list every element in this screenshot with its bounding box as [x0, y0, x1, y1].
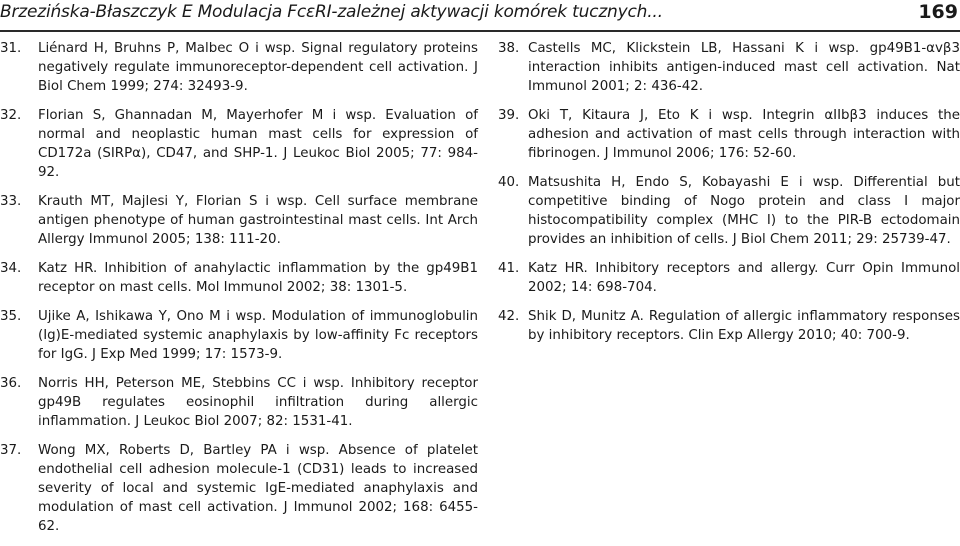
reference-number: 35.	[0, 309, 22, 324]
reference-item	[0, 259, 478, 297]
running-header	[0, 0, 960, 30]
reference-item	[498, 39, 960, 96]
reference-number: 39.	[498, 108, 520, 123]
reference-text: Oki T, Kitaura J, Eto K i wsp. Integrin αIIbβ3 induces the adhesion and activation of mast cells through interaction with fibrinogen. J Immunol 2006; 176: 52-60.	[528, 108, 960, 161]
reference-number: 34.	[0, 261, 22, 276]
references-left-column	[0, 39, 478, 546]
reference-item	[0, 192, 478, 249]
reference-text: Liénard H, Bruhns P, Malbec O i wsp. Signal regulatory proteins negatively regulate immunoreceptor-dependent cell activation. J Biol Chem 1999; 274: 32493-9.	[38, 41, 478, 94]
reference-item	[498, 106, 960, 163]
reference-item	[0, 307, 478, 364]
reference-text: Shik D, Munitz A. Regulation of allergic inflammatory responses by inhibitory receptors. Clin Exp Allergy 2010; 40: 700-9.	[528, 309, 960, 343]
reference-number: 33.	[0, 194, 22, 209]
reference-number: 31.	[0, 41, 22, 56]
reference-text: Ujike A, Ishikawa Y, Ono M i wsp. Modulation of immunoglobulin (Ig)E-mediated systemic anaphylaxis by low-affinity Fc receptors for IgG. J Exp Med 1999; 17: 1573-9.	[38, 309, 478, 362]
reference-item	[498, 259, 960, 297]
reference-number: 41.	[498, 261, 520, 276]
reference-item	[498, 173, 960, 249]
reference-item	[0, 441, 478, 536]
reference-text: Katz HR. Inhibition of anahylactic inflammation by the gp49B1 receptor on mast cells. Mol Immunol 2002; 38: 1301-5.	[38, 261, 478, 295]
reference-text: Wong MX, Roberts D, Bartley PA i wsp. Absence of platelet endothelial cell adhesion molecule-1 (CD31) leads to increased severity of local and systemic IgE-mediated anaphylaxis and modulation of mast cell activation. J Immunol 2002; 168: 6455-62.	[38, 443, 478, 534]
reference-text: Florian S, Ghannadan M, Mayerhofer M i wsp. Evaluation of normal and neoplastic human mast cells for expression of CD172a (SIRPα), CD47, and SHP-1. J Leukoc Biol 2005; 77: 984-92.	[38, 108, 478, 180]
reference-text: Krauth MT, Majlesi Y, Florian S i wsp. Cell surface membrane antigen phenotype of human gastrointestinal mast cells. Int Arch Allergy Immunol 2005; 138: 111-20.	[38, 194, 478, 247]
header-rule	[0, 30, 960, 32]
reference-number: 36.	[0, 376, 22, 391]
reference-number: 32.	[0, 108, 22, 123]
running-title: Brzezińska-Błaszczyk E Modulacja FcεRI-zależnej aktywacji komórek tucznych...	[0, 2, 663, 22]
page-number: 169	[918, 1, 958, 23]
reference-text: Norris HH, Peterson ME, Stebbins CC i wsp. Inhibitory receptor gp49B regulates eosinophil infiltration during allergic inflammation. J Leukoc Biol 2007; 82: 1531-41.	[38, 376, 478, 429]
reference-number: 40.	[498, 175, 520, 190]
reference-text: Katz HR. Inhibitory receptors and allergy. Curr Opin Immunol 2002; 14: 698-704.	[528, 261, 960, 295]
reference-text: Castells MC, Klickstein LB, Hassani K i wsp. gp49B1-αvβ3 interaction inhibits antigen-induced mast cell activation. Nat Immunol 2001; 2: 436-42.	[528, 41, 960, 94]
references-right-column	[498, 39, 960, 355]
reference-item	[498, 307, 960, 345]
reference-number: 42.	[498, 309, 520, 324]
reference-item	[0, 374, 478, 431]
reference-number: 38.	[498, 41, 520, 56]
reference-item	[0, 39, 478, 96]
reference-item	[0, 106, 478, 182]
reference-text: Matsushita H, Endo S, Kobayashi E i wsp. Differential but competitive binding of Nogo protein and class I major histocompatibility complex (MHC I) to the PIR-B ectodomain provides an inhibition of cells. J Biol Chem 2011; 29: 25739-47.	[528, 175, 960, 247]
reference-number: 37.	[0, 443, 22, 458]
